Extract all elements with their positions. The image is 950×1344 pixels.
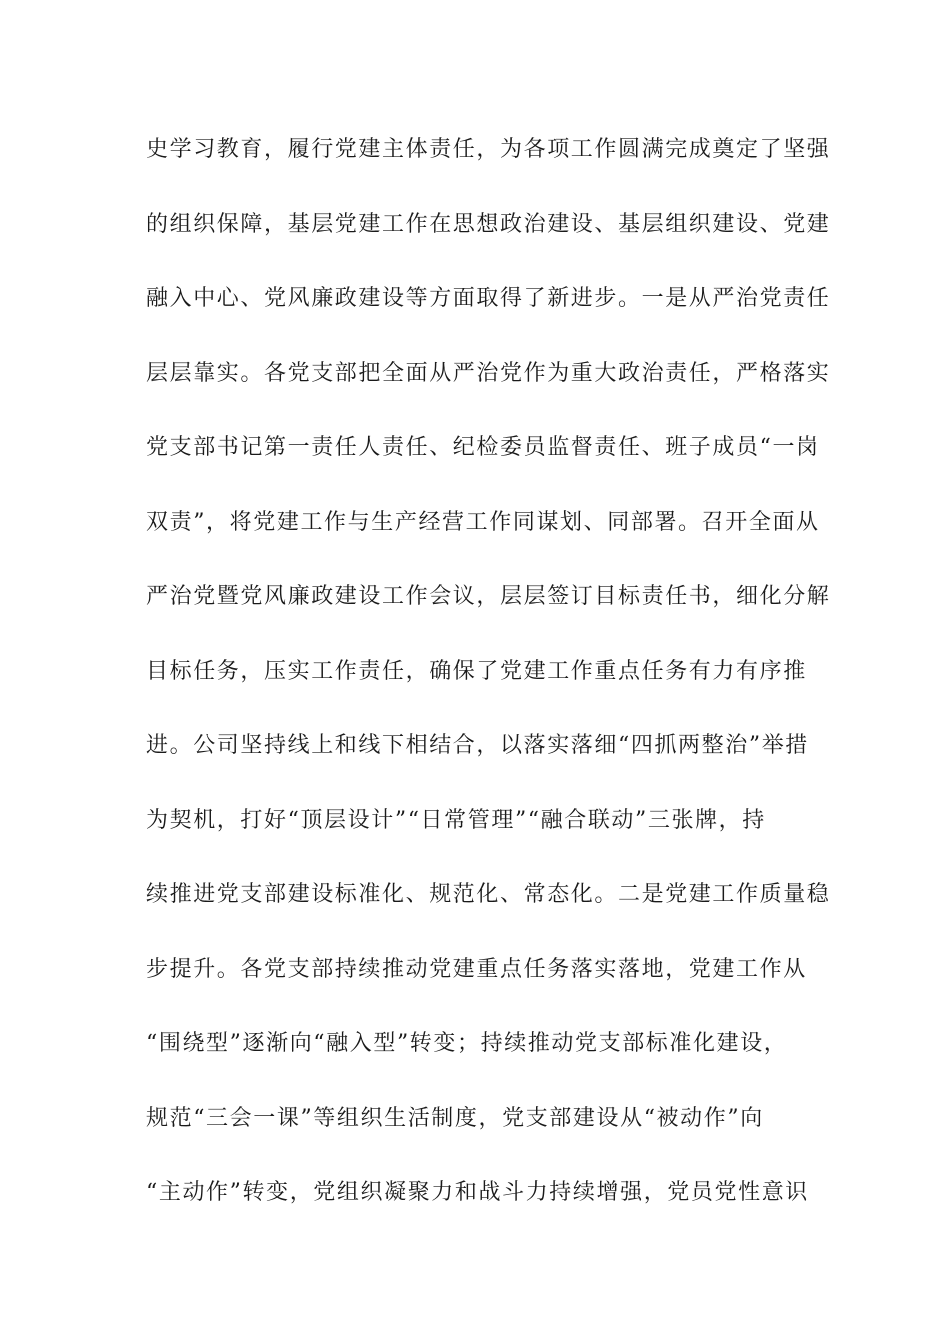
- text-line-10: 为契机，打好“顶层设计”“日常管理”“融合联动”三张牌，持: [146, 807, 766, 833]
- text-line-1: 史学习教育，履行党建主体责任，为各项工作圆满完成奠定了坚强: [146, 137, 831, 162]
- text-line-2: 的组织保障，基层党建工作在思想政治建设、基层组织建设、党建: [146, 211, 831, 237]
- text-line-14: 规范“三会一课”等组织生活制度，党支部建设从“被动作”向: [146, 1105, 764, 1131]
- text-line-7: 严治党暨党风廉政建设工作会议，层层签订目标责任书，细化分解: [146, 584, 831, 609]
- text-line-11: 续推进党支部建设标准化、规范化、常态化。二是党建工作质量稳: [146, 882, 831, 907]
- text-line-5: 党支部书记第一责任人责任、纪检委员监督责任、班子成员“一岗: [146, 435, 820, 460]
- text-line-13: “围绕型”逐渐向“融入型”转变；持续推动党支部标准化建设，: [146, 1031, 788, 1056]
- text-line-3: 融入中心、党风廉政建设等方面取得了新进步。一是从严治党责任: [146, 286, 831, 311]
- text-line-12: 步提升。各党支部持续推动党建重点任务落实落地，党建工作从: [146, 956, 807, 982]
- text-line-9: 进。公司坚持线上和线下相结合，以落实落细“四抓两整治”举措: [146, 733, 809, 758]
- document-body: [146, 128, 831, 1246]
- text-line-6: 双责”，将党建工作与生产经营工作同谋划、同部署。召开全面从: [146, 509, 820, 535]
- text-line-8: 目标任务，压实工作责任，确保了党建工作重点任务有力有序推: [146, 658, 807, 684]
- text-line-15: “主动作”转变，党组织凝聚力和战斗力持续增强，党员党性意识: [146, 1180, 809, 1205]
- text-line-4: 层层靠实。各党支部把全面从严治党作为重大政治责任，严格落实: [146, 360, 831, 386]
